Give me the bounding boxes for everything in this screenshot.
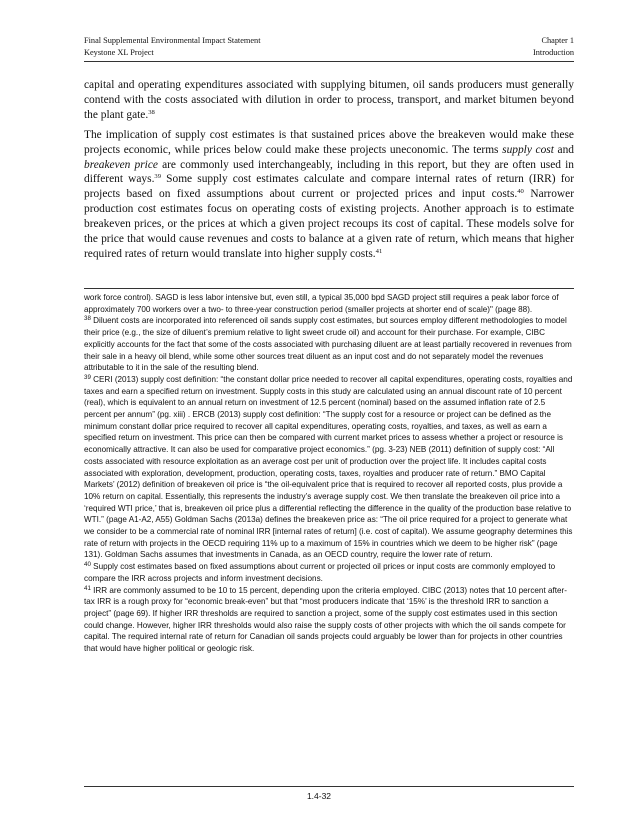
footer-separator xyxy=(84,786,574,787)
page-number: 1.4-32 xyxy=(306,791,332,801)
paragraph-1: capital and operating expenditures associated with supplying bitumen, oil sands producers must generally contend with the costs associated with dilution in order to process, transport, and market bitumen beyond the plant gate.$^{38}$ xyxy=(84,79,574,121)
footnote-38: $^{38}$ Diluent costs are incorporated into referenced oil sands supply cost estimates, but sources employ different methodologies to model their price (e.g., the size of diluent’s premium relative to light sweet crude oil) and account for their purchase. For example, CIBC explicitly accounts for the fact that some of the costs associated with purchasing diluent are at least partially recovered in revenues from their sale in a heavy oil blend, while some other sources treat diluent as an input cost and do not separately model the revenues attributable to it in the sale of the resulting blend. xyxy=(84,315,572,373)
footnote-39: $^{39}$ CERI (2013) supply cost definition: “the constant dollar price needed to recover all capital expenditures, operating costs, royalties and taxes and earn a specified return on investment. Supply costs in this study are calculated using an annual discount rate of 10 percent (real), which is equivalent to an annual return on investment of 12.5 percent (nominal) based on the assumed inflation rate of 2.5 percent per annum” (pg. xiii) . ERCB (2013) supply cost definition: “The supply cost for a resource or project can be defined as the minimum constant dollar price required to recover all capital expenditures, operating costs, royalties, and taxes, as well as earn a specified return on investment. This price can then be compared with current market prices to assess whether a project or resource is economically attractive. It can also be used for comparative project economics.” (pg. 3-23) NEB (2011) definition of supply cost: “All costs associated with resource exploitation as an average cost per unit of production over the project life. It includes capital costs associated with exploration, development, production, operating costs, taxes, royalties and producer rate of return.” BMO Capital Markets’ (2012) definition of breakeven oil price is “the oil-equivalent price that is required to recover all reported costs, plus provide a 10% return on capital. Essentially, this represents the industry’s average supply cost. We then translate the breakeven oil price into a ‘required WTI price,’ that is, breakeven oil price plus a differential reflecting the difference in the quality of the production base relative to WTI.” (page A1-A2, A55) Goldman Sachs (2013a) defines the breakeven price as: “The oil price required for a project to generate what we consider to be a commercial rate of nominal IRR [internal rates of return] (i.e. cost of capital). We assume geography determines this rate of return with projects in the OECD requiring 11% up to a maximum of 15% in countries which we deem to be higher risk” (page 131). Goldman Sachs assumes that investments in Canada, as an OECD country, require the lower rate of return. xyxy=(84,373,573,560)
footnote-ref-38[interactable]: 38 xyxy=(148,108,155,116)
paragraph-2: The implication of supply cost estimates is that sustained prices above the breakeven would make these projects economic, while prices below could make these projects uneconomic. The terms supply cost and breakeven price are commonly used interchangeably, including in this report, but they are often used in different ways.$^{39}$ Some supply cost estimates calculate and compare internal rates of return (IRR) for projects based on fixed assumptions about current or projected prices and input costs.$^{40}$ Narrower production cost estimates focus on operating costs of existing projects. Another approach is to estimate breakeven prices, or the prices at which a given project recoups its cost of capital. These models solve for the price that would cause revenues and costs to balance at a given rate of return, which means that higher required rates of return would translate into higher supply costs.$^{41}$ xyxy=(84,128,574,260)
footnote-number: 39 xyxy=(84,373,91,381)
footnote-number: 40 xyxy=(84,561,91,569)
footnote-ref-41[interactable]: 41 xyxy=(375,247,383,255)
footnote-number: 41 xyxy=(84,584,91,592)
footnotes xyxy=(84,292,574,655)
footnote-41: $^{41}$ IRR are commonly assumed to be 10 to 15 percent, depending upon the criteria employed. CIBC (2013) notes that 10 percent after-tax IRR is a rough proxy for “economic break-even” but that “most producers indicate that ‘15%’ is the threshold IRR to sanction a project” (page 69). If higher IRR thresholds are required to sanction a project, some of the supply cost estimates used in this section could change. However, higher IRR thresholds would also raise the supply costs of other projects with which the oil sands compete for capital. The required internal rate of return for Canadian oil sands projects could arguably be lower than for projects in other countries that would have higher political or geologic risk. xyxy=(84,584,567,654)
footnote-ref-40[interactable]: 40 xyxy=(517,188,524,196)
footnote-separator xyxy=(84,288,574,289)
term-breakeven-price: breakeven price xyxy=(84,158,158,171)
chapter-label: Chapter 1 xyxy=(541,36,574,45)
header-left xyxy=(84,35,261,58)
header-right xyxy=(533,35,574,58)
body-text xyxy=(84,78,574,267)
footnote-continued: work force control). SAGD is less labor intensive but, even still, a typical 35,000 bpd SAGD project still requires a peak labor force of approximately 700 workers over a two- to three-year construction period (smaller projects at shorter end of scale)" (page 88). xyxy=(84,293,559,314)
document-title: Final Supplemental Environmental Impact Statement xyxy=(84,36,261,45)
footnote-40: $^{40}$ Supply cost estimates based on fixed assumptions about current or projected oil prices or input costs are commonly employed to compare the IRR across projects and inform investment decisions. xyxy=(84,561,556,583)
footnote-number: 38 xyxy=(84,315,91,323)
page-header xyxy=(84,35,574,62)
term-supply-cost: supply cost xyxy=(502,143,554,156)
section-label: Introduction xyxy=(532,47,574,57)
project-name: Keystone XL Project xyxy=(84,47,154,57)
footnote-ref-39[interactable]: 39 xyxy=(154,173,162,181)
